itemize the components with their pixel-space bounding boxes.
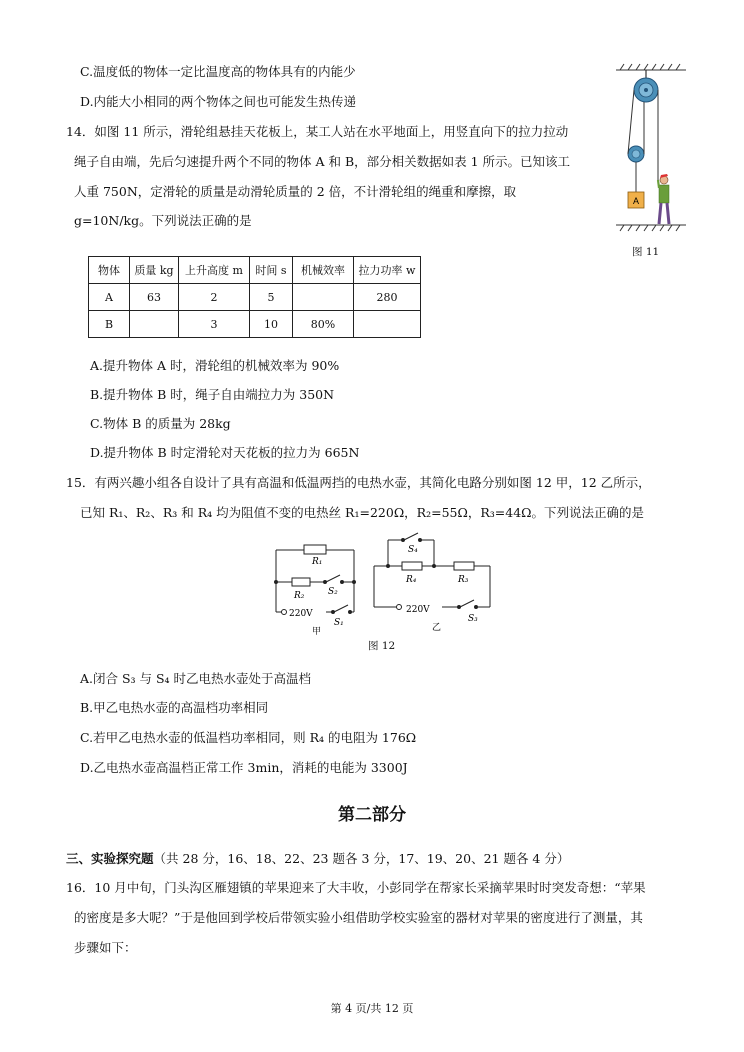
block-a-label: A xyxy=(632,196,640,206)
moving-pulley xyxy=(628,146,644,162)
figure-11-pulley xyxy=(614,62,704,237)
table-cell: A xyxy=(89,284,130,311)
table-cell: 10 xyxy=(250,311,293,338)
table-header-cell: 上升高度 m xyxy=(179,257,250,284)
q16-stem-line3: 步骤如下： xyxy=(74,940,137,955)
q15-stem-line2: 已知 R₁、R₂、R₃ 和 R₄ 均为阻值不变的电热丝 R₁=220Ω，R₂=55Ω，R₃=44Ω。下列说法正确的是 xyxy=(80,505,645,520)
figure-11-caption: 图 11 xyxy=(632,246,660,258)
q14-stem-line3: 人重 750N，定滑轮的质量是动滑轮质量的 2 倍，不计滑轮组的绳重和摩擦，取 xyxy=(74,184,517,199)
q14-option-b: B.提升物体 B 时，绳子自由端拉力为 350N xyxy=(90,387,335,402)
table-cell: 5 xyxy=(250,284,293,311)
q13-option-d: D.内能大小相同的两个物体之间也可能发生热传递 xyxy=(80,94,357,109)
q15-option-c: C.若甲乙电热水壶的低温档功率相同，则 R₄ 的电阻为 176Ω xyxy=(80,730,417,745)
part-two-heading: 第二部分 xyxy=(338,805,406,825)
q13-option-c: C.温度低的物体一定比温度高的物体具有的内能少 xyxy=(80,64,356,79)
q14-option-d: D.提升物体 B 时定滑轮对天花板的拉力为 665N xyxy=(90,445,360,460)
table-cell xyxy=(293,284,354,311)
label-r3: R₃ xyxy=(458,575,469,585)
table-cell: 3 xyxy=(179,311,250,338)
table-header-cell: 质量 kg xyxy=(130,257,179,284)
table-cell xyxy=(354,311,421,338)
table-cell: 80% xyxy=(293,311,354,338)
circuit-jia xyxy=(275,545,356,615)
fixed-pulley xyxy=(634,78,658,102)
label-s4: S₄ xyxy=(408,545,418,555)
q14-stem-line2: 绳子自由端，先后匀速提升两个不同的物体 A 和 B，部分相关数据如表 1 所示。已知该工 xyxy=(74,154,571,169)
table-header-cell: 拉力功率 w xyxy=(354,257,421,284)
section-three-scoring: （共 28 分，16、18、22、23 题各 3 分，17、19、20、21 题各 4 分） xyxy=(153,851,570,866)
table-header-cell: 物体 xyxy=(89,257,130,284)
label-220v-right: 220V xyxy=(406,605,430,615)
q15-option-b: B.甲乙电热水壶的高温档功率相同 xyxy=(80,700,269,715)
ropes xyxy=(628,90,658,192)
floor-hatch xyxy=(616,225,686,231)
q16-stem-line2: 的密度是多大呢？”于是他回到学校后带领实验小组借助学校实验室的器材对苹果的密度进行了测量，其 xyxy=(74,910,643,925)
table-row xyxy=(89,284,421,311)
q14-stem-line1: 14．如图 11 所示，滑轮组悬挂天花板上，某工人站在水平地面上，用竖直向下的拉力拉动 xyxy=(66,124,569,139)
circuit-yi xyxy=(374,533,490,610)
q14-option-c: C.物体 B 的质量为 28kg xyxy=(90,416,231,431)
table-header-row xyxy=(89,257,421,284)
q14-option-a: A.提升物体 A 时，滑轮组的机械效率为 90% xyxy=(90,358,340,373)
table-row xyxy=(89,311,421,338)
ceiling-hatch xyxy=(616,64,686,70)
worker-figure xyxy=(658,174,669,224)
label-s1: S₁ xyxy=(334,618,344,628)
table-header-cell: 机械效率 xyxy=(293,257,354,284)
label-s3: S₃ xyxy=(468,614,478,624)
label-220v-left: 220V xyxy=(289,609,313,619)
section-three-title: 三、实验探究题 xyxy=(66,851,154,866)
label-r1: R₁ xyxy=(312,557,323,567)
table-header-cell: 时间 s xyxy=(250,257,293,284)
block-a xyxy=(628,192,644,208)
table-cell: 63 xyxy=(130,284,179,311)
table-cell: 2 xyxy=(179,284,250,311)
label-r4: R₄ xyxy=(406,575,417,585)
q14-stem-line4: g=10N/kg。下列说法正确的是 xyxy=(74,213,252,228)
label-r2: R₂ xyxy=(294,591,305,601)
figure-12-circuits xyxy=(268,532,508,637)
page-footer: 第 4 页/共 12 页 xyxy=(330,1002,414,1015)
label-yi: 乙 xyxy=(432,623,442,633)
label-s2: S₂ xyxy=(328,587,338,597)
figure-12-caption: 图 12 xyxy=(368,640,396,652)
q15-option-d: D.乙电热水壶高温档正常工作 3min，消耗的电能为 3300J xyxy=(80,760,408,775)
section-three-heading xyxy=(66,851,569,867)
table-cell: 280 xyxy=(354,284,421,311)
q16-stem-line1: 16．10 月中旬，门头沟区雁翅镇的苹果迎来了大丰收，小彭同学在帮家长采摘苹果时时突发奇想：“苹果 xyxy=(66,880,646,895)
table-cell xyxy=(130,311,179,338)
q15-stem-line1: 15．有两兴趣小组各自设计了具有高温和低温两挡的电热水壶，其简化电路分别如图 12 甲，12 乙所示， xyxy=(66,475,651,490)
q15-option-a: A.闭合 S₃ 与 S₄ 时乙电热水壶处于高温档 xyxy=(80,671,312,686)
data-table xyxy=(88,256,421,338)
table-cell: B xyxy=(89,311,130,338)
label-jia: 甲 xyxy=(312,627,322,637)
